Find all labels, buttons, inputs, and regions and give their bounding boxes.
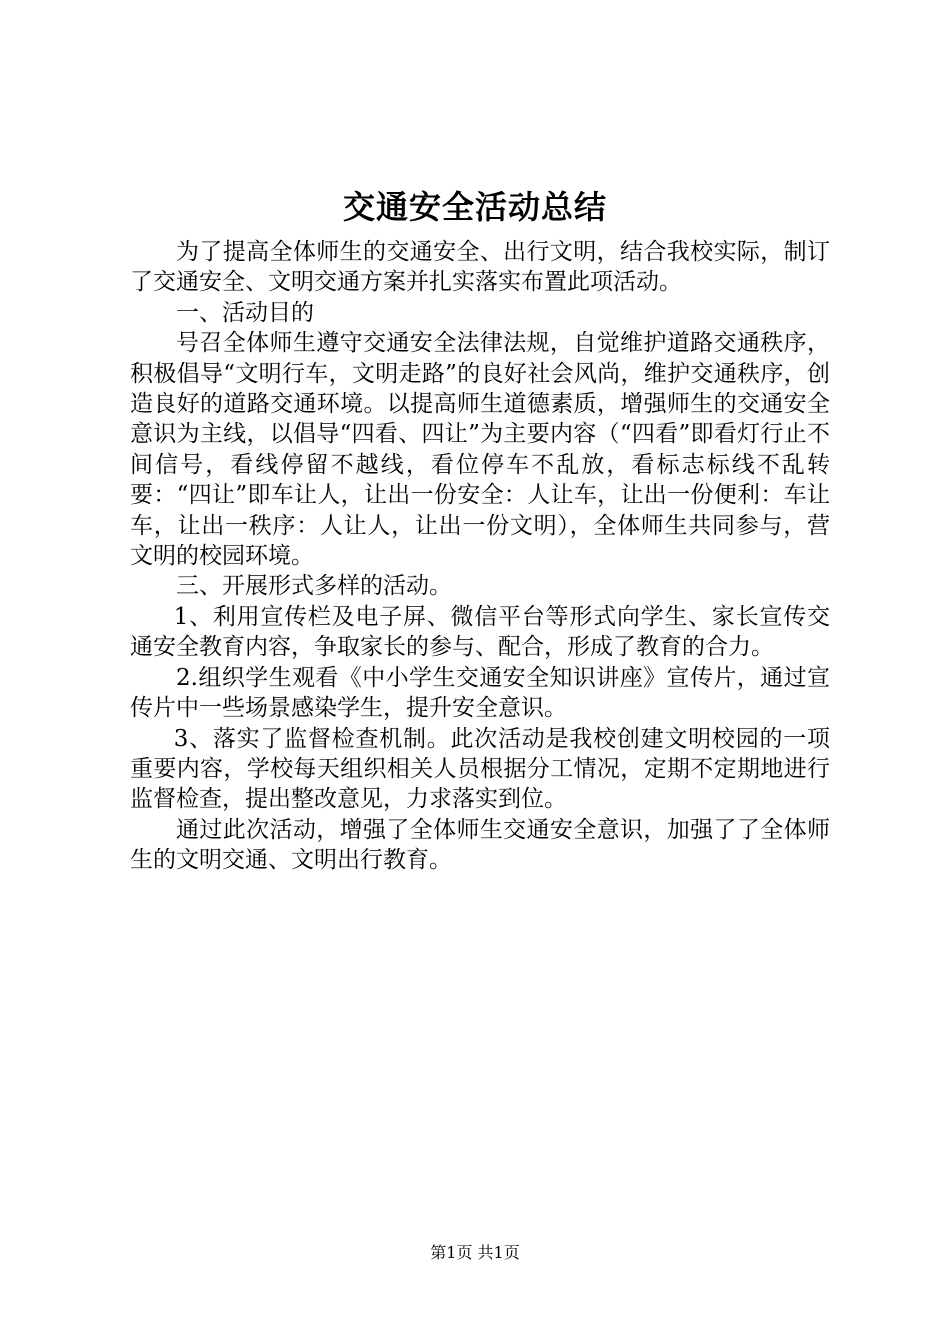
document-body <box>130 237 830 876</box>
section-heading-purpose: 一、活动目的 <box>176 299 314 326</box>
activity-item-2: 2.组织学生观看《中小学生交通安全知识讲座》宣传片，通过宣传片中一些场景感染学生，提升安全意识。 <box>130 664 830 722</box>
document-title: 交通安全活动总结 <box>342 188 607 226</box>
page-number-footer: 第1页 共1页 <box>430 1243 520 1262</box>
activity-item-3: 3、落实了监督检查机制。此次活动是我校创建文明校园的一项重要内容，学校每天组织相关人员根据分工情况，定期不定期地进行监督检查，提出整改意见，力求落实到位。 <box>130 725 830 813</box>
section-heading-activities: 三、开展形式多样的活动。 <box>176 573 452 600</box>
purpose-paragraph: 号召全体师生遵守交通安全法律法规，自觉维护道路交通秩序，积极倡导“文明行车，文明走路”的良好社会风尚，维护交通秩序，创造良好的道路交通环境。以提高师生道德素质，增强师生的交通安全意识为主线，以倡导“四看、四让”为主要内容（“四看”即看灯行止不间信号，看线停留不越线，看位停车不乱放，看标志标线不乱转要：“四让”即车让人，让出一份安全：人让车，让出一份便利：车让车，让出一秩序：人让人，让出一份文明），全体师生共同参与，营文明的校园环境。 <box>130 330 830 570</box>
conclusion-paragraph: 通过此次活动，增强了全体师生交通安全意识，加强了了全体师生的文明交通、文明出行教育。 <box>130 816 830 874</box>
activity-item-1: 1、利用宣传栏及电子屏、微信平台等形式向学生、家长宣传交通安全教育内容，争取家长的参与、配合，形成了教育的合力。 <box>130 603 830 661</box>
intro-paragraph: 为了提高全体师生的交通安全、出行文明，结合我校实际，制订了交通安全、文明交通方案并扎实落实布置此项活动。 <box>130 239 830 296</box>
